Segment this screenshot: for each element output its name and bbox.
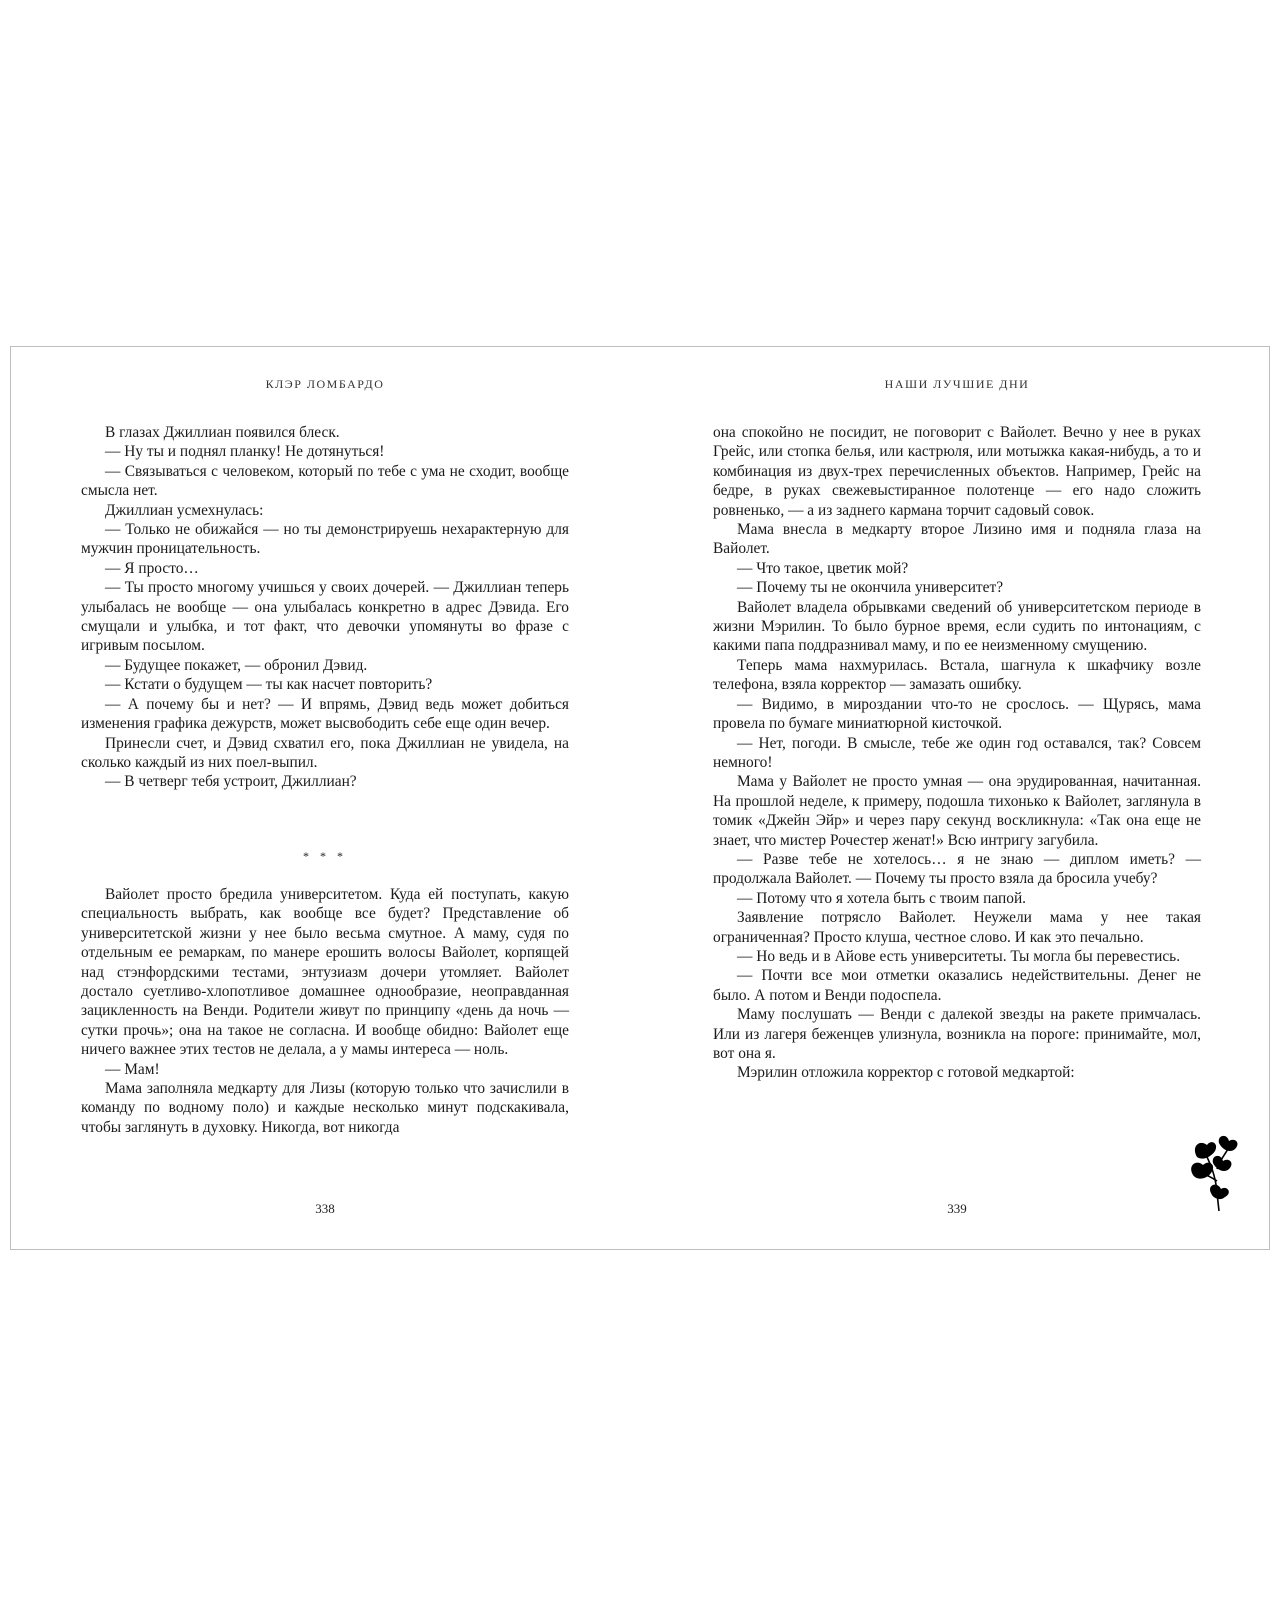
paragraph: — Почему ты не окончила университет? <box>737 579 1004 597</box>
paragraph: — Связываться с человеком, который по тебе с ума не сходит, вообще смысла нет. <box>81 462 569 500</box>
paragraph: — Кстати о будущем — ты как насчет повторить? <box>105 676 433 694</box>
paragraph: — Почти все мои отметки оказались недействительны. Денег не было. А потом и Венди подоспела. <box>713 967 1201 1004</box>
paragraph: Мама у Вайолет не просто умная — она эрудированная, начитанная. На прошлой неделе, к примеру, подошла тихонько к Вайолет, заглянула в томик «Джейн Эйр» и через пару секунд воскликнула: «Так она еще не знает, что мистер Рочестер женат!» Всю интригу загубила. <box>713 773 1201 849</box>
left-text-bottom <box>81 885 569 1137</box>
paragraph: Маму послушать — Венди с далекой звезды на ракете примчалась. Или из лагеря беженцев улизнула, возникла на пороге: принимайте, мол, вот она я. <box>713 1006 1201 1062</box>
right-text <box>713 423 1201 1083</box>
paragraph: — Будущее покажет, — обронил Дэвид. <box>105 656 368 674</box>
left-page-number: 338 <box>315 1201 335 1216</box>
book-spread <box>10 346 1270 1250</box>
paragraph: — Нет, погоди. В смысле, тебе же один год оставался, так? Совсем немного! <box>713 734 1201 771</box>
left-page <box>81 347 569 1249</box>
paragraph: — В четверг тебя устроит, Джиллиан? <box>105 773 357 791</box>
paragraph: Джиллиан усмехнулась: <box>105 501 264 519</box>
right-page-number: 339 <box>947 1201 967 1216</box>
paragraph: Принесли счет, и Дэвид схватил его, пока Джиллиан не увидела, на сколько каждый из них поел-выпил. <box>81 734 569 771</box>
paragraph: — Ну ты и поднял планку! Не дотянуться! <box>105 443 385 461</box>
paragraph: Мэрилин отложила корректор с готовой медкартой: <box>737 1064 1075 1082</box>
paragraph: — Видимо, в мироздании что-то не срослось. — Щурясь, мама провела по бумаге миниатюрной кисточкой. <box>713 695 1201 733</box>
paragraph: — Что такое, цветик мой? <box>737 559 909 577</box>
paragraph: — А почему бы и нет? — И впрямь, Дэвид ведь может добиться изменения графика дежурств, может высвободить себе еще один вечер. <box>81 695 569 733</box>
right-running-head: НАШИ ЛУЧШИЕ ДНИ <box>884 377 1030 391</box>
paragraph: — Разве тебе не хотелось… я не знаю — диплом иметь? — продолжала Вайолет. — Почему ты просто взяла да бросила учебу? <box>713 850 1201 888</box>
paragraph: Вайолет владела обрывками сведений об университетском периоде в жизни Мэрилин. То было бурное время, если судить по интонациям, с какими папа поддразнивал маму, и по ее неизменному смущению. <box>713 598 1201 655</box>
left-running-head: КЛЭР ЛОМБАРДО <box>265 377 385 391</box>
paragraph: она спокойно не посидит, не поговорит с Вайолет. Вечно у нее в руках Грейс, или стопка белья, или кастрюля, или мотыжка какая-нибудь, а то и комбинация из двух-трех перечисленных объектов. Например, Грейс на бедре, в руках свежевыстиранное полотенце — его надо сложить ровненько, — а из заднего кармана торчит садовый совок. <box>713 424 1201 519</box>
paragraph: Вайолет просто бредила университетом. Куда ей поступать, какую специальность выбрать, как вообще все будет? Представление об университетской жизни у нее было весьма смутное. А маму, судя по отдельным ее ремаркам, по манере ерошить волосы Вайолет, корпящей над стэнфордскими тестами, энтузиазм дочери утомляет. Вайолет достало суетливо-хлопотливое домашнее однообразие, неоправданная зацикленность на Венди. Родители живут по принципу «день да ночь — сутки прочь»; она на такое не согласна. И вообще обидно: Вайолет еще ничего важнее этих тестов не делала, а у мамы интереса — ноль. <box>81 886 569 1059</box>
paragraph: Заявление потрясло Вайолет. Неужели мама у нее такая ограниченная? Просто клуша, честное слово. И как это печально. <box>713 909 1201 946</box>
paragraph: — Ты просто многому учишься у своих дочерей. — Джиллиан теперь улыбалась не вообще — она улыбалась конкретно в адрес Дэвида. Его смущали и улыбка, и тот факт, что девочки упомянуты во фразе с игривым посылом. <box>81 579 569 655</box>
paragraph: — Только не обижайся — но ты демонстрируешь нехарактерную для мужчин проницательность. <box>81 521 569 558</box>
right-page <box>713 347 1201 1249</box>
ginkgo-leaves-icon <box>1189 1135 1259 1215</box>
paragraph: В глазах Джиллиан появился блеск. <box>105 424 340 441</box>
paragraph: Теперь мама нахмурилась. Встала, шагнула к шкафчику возле телефона, взяла корректор — замазать ошибку. <box>713 656 1201 694</box>
paragraph: — Я просто… <box>105 559 199 577</box>
paragraph: — Потому что я хотела быть с твоим папой. <box>737 889 1027 907</box>
left-text-top <box>81 423 569 792</box>
paragraph: Мама внесла в медкарту второе Лизино имя и подняла глаза на Вайолет. <box>713 521 1201 558</box>
paragraph: Мама заполняла медкарту для Лизы (которую только что зачислили в команду по водному поло) и каждые несколько минут подскакивала, чтобы заглянуть в духовку. Никогда, вот никогда <box>81 1080 569 1136</box>
paragraph: — Мам! <box>105 1060 160 1078</box>
section-break-asterism: * * * <box>303 849 347 863</box>
paragraph: — Но ведь и в Айове есть университеты. Ты могла бы перевестись. <box>737 947 1181 965</box>
